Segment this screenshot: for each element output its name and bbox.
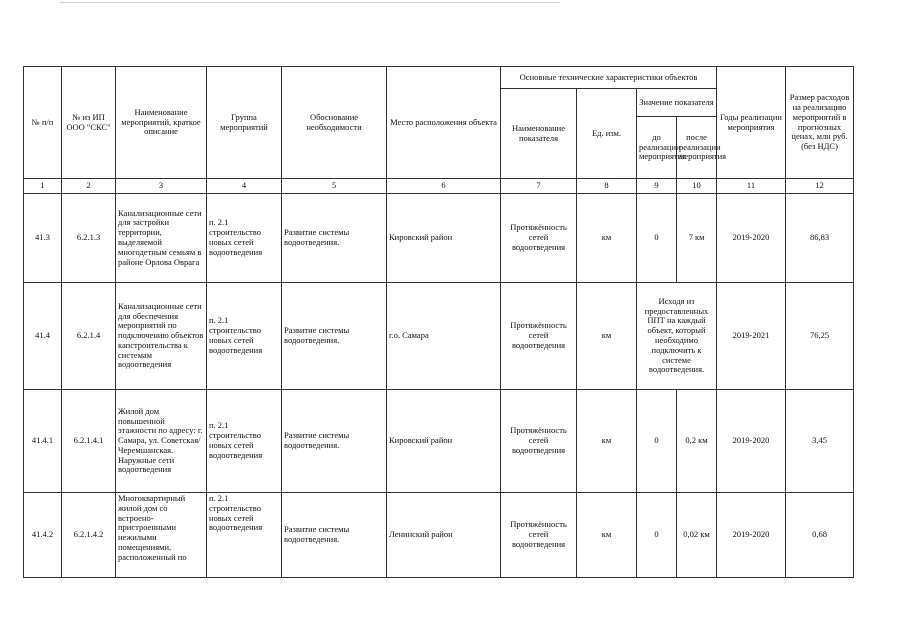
row-place: Ленинский район	[387, 493, 501, 578]
row-after: 0,2 км	[677, 390, 717, 493]
row-reason: Развитие системы водоотведения.	[282, 493, 387, 578]
row-reason: Развитие системы водоотведения.	[282, 283, 387, 390]
row-cost: 76,25	[786, 283, 854, 390]
row-indicator: Протяжённость сетей водоотведения	[501, 283, 577, 390]
row-ip: 6.2.1.4	[62, 283, 116, 390]
header-after: после реализации мероприятия	[677, 117, 717, 179]
header-indicator: Наименование показателя	[501, 89, 577, 179]
row-group: п. 2.1 строительство новых сетей водоотведения	[207, 390, 282, 493]
table-row	[24, 493, 854, 578]
header-main-characteristics: Основные технические характеристики объектов	[501, 67, 717, 89]
col-number: 11	[717, 179, 786, 194]
col-number: 2	[62, 179, 116, 194]
row-ip: 6.2.1.4.2	[62, 493, 116, 578]
row-reason: Развитие системы водоотведения.	[282, 390, 387, 493]
row-group: п. 2.1 строительство новых сетей водоотведения	[207, 194, 282, 283]
row-before: 0	[637, 390, 677, 493]
row-after: 7 км	[677, 194, 717, 283]
row-name: Канализационные сети для застройки территории, выделяемой многодетным семьям в районе Орлова Оврага	[116, 194, 207, 283]
header-ip-number: № из ИП ООО "СКС"	[62, 67, 116, 179]
row-years: 2019-2020	[717, 390, 786, 493]
row-unit: км	[577, 283, 637, 390]
row-num: 41.4	[24, 283, 62, 390]
header-before: до реализации мероприятия	[637, 117, 677, 179]
row-years: 2019-2020	[717, 493, 786, 578]
col-number: 1	[24, 179, 62, 194]
row-before: 0	[637, 194, 677, 283]
row-indicator: Протяжённость сетей водоотведения	[501, 194, 577, 283]
col-number: 4	[207, 179, 282, 194]
row-num: 41.4.1	[24, 390, 62, 493]
header-years: Годы реализации мероприятия	[717, 67, 786, 179]
row-cost: 3,45	[786, 390, 854, 493]
header-name: Наименование мероприятий, краткое описание	[116, 67, 207, 179]
table-row	[24, 194, 854, 283]
row-name: Канализационные сети для обеспечения мероприятий по подключению объектов капстроительства к системам водоотведения	[116, 283, 207, 390]
row-group: п. 2.1 строительство новых сетей водоотведения	[207, 493, 282, 578]
col-number: 7	[501, 179, 577, 194]
row-place: Кировский район	[387, 194, 501, 283]
col-number: 5	[282, 179, 387, 194]
table-row	[24, 390, 854, 493]
row-unit: км	[577, 493, 637, 578]
col-number: 6	[387, 179, 501, 194]
header-group: Группа мероприятий	[207, 67, 282, 179]
row-after: 0,02 км	[677, 493, 717, 578]
row-before: 0	[637, 493, 677, 578]
row-indicator: Протяжённость сетей водоотведения	[501, 390, 577, 493]
col-number: 10	[677, 179, 717, 194]
col-number: 3	[116, 179, 207, 194]
row-merged-value: Исходя из предоставленных ППТ на каждый объект, который необходимо подключить к системе водоотведения.	[637, 283, 717, 390]
header-num: № п/п	[24, 67, 62, 179]
row-indicator: Протяжённость сетей водоотведения	[501, 493, 577, 578]
row-place: г.о. Самара	[387, 283, 501, 390]
row-reason: Развитие системы водоотведения.	[282, 194, 387, 283]
header-unit: Ед. изм.	[577, 89, 637, 179]
row-ip: 6.2.1.3	[62, 194, 116, 283]
table-row	[24, 283, 854, 390]
row-years: 2019-2020	[717, 194, 786, 283]
col-number: 9	[637, 179, 677, 194]
measures-table	[23, 66, 854, 578]
row-cost: 0,68	[786, 493, 854, 578]
row-place: Кировский район	[387, 390, 501, 493]
header-cost: Размер расходов на реализацию мероприятий в прогнозных ценах, млн руб. (без НДС)	[786, 67, 854, 179]
header-value: Значение показателя	[637, 89, 717, 117]
row-num: 41.4.2	[24, 493, 62, 578]
column-number-row	[24, 179, 854, 194]
header-reason: Обоснование необходимости	[282, 67, 387, 179]
row-unit: км	[577, 390, 637, 493]
row-cost: 86,83	[786, 194, 854, 283]
top-rule	[60, 2, 560, 3]
row-unit: км	[577, 194, 637, 283]
header-place: Место расположения объекта	[387, 67, 501, 179]
row-years: 2019-2021	[717, 283, 786, 390]
col-number: 12	[786, 179, 854, 194]
row-name: Многоквартирный жилой дом со встроено-пристроенными нежилыми помещениями, расположенный по	[116, 493, 207, 578]
row-ip: 6.2.1.4.1	[62, 390, 116, 493]
row-group: п. 2.1 строительство новых сетей водоотведения	[207, 283, 282, 390]
row-num: 41.3	[24, 194, 62, 283]
row-name: Жилой дом повышенной этажности по адресу: г. Самара, ул. Советская/Черемшанская. Наружные сети водоотведения	[116, 390, 207, 493]
col-number: 8	[577, 179, 637, 194]
